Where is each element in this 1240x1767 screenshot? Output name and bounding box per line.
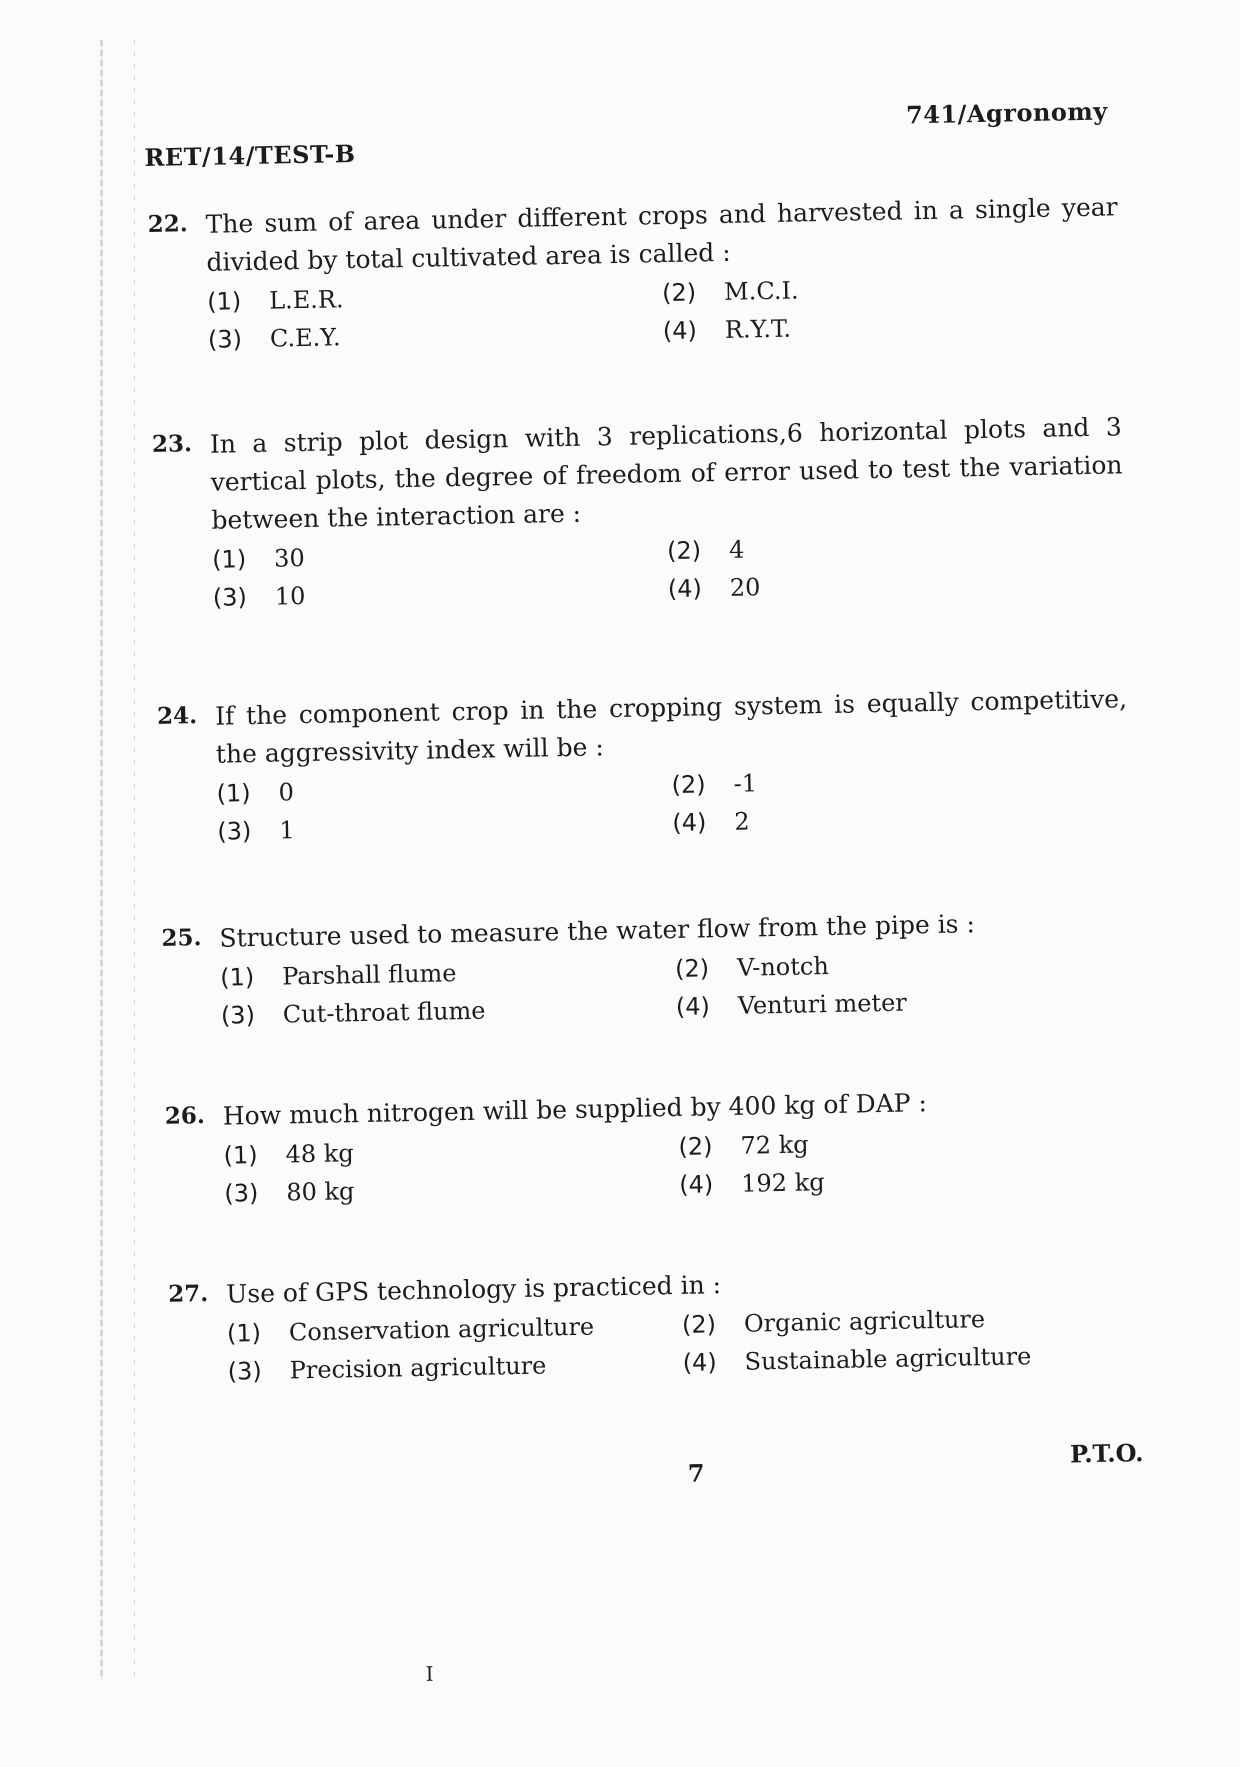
option-4[interactable] — [668, 566, 1123, 603]
option-number: (4) — [672, 808, 707, 837]
option-text: Cut-throat flume — [282, 996, 486, 1029]
option-number: (1) — [206, 287, 242, 316]
question-text: Structure used to measure the water flow from the pipe is : — [219, 909, 976, 953]
option-1[interactable] — [207, 279, 662, 316]
option-text: 4 — [728, 535, 745, 564]
option-number: (2) — [674, 954, 710, 983]
option-2[interactable] — [675, 946, 1130, 983]
option-text: L.E.R. — [268, 285, 344, 315]
option-text: 30 — [273, 544, 305, 573]
option-4[interactable] — [672, 800, 1127, 837]
option-text: V-notch — [736, 952, 830, 982]
option-number: (3) — [224, 1179, 259, 1208]
question-text: If the component crop in the cropping system is equally competitive, the aggressivity index will be : — [214, 684, 1128, 769]
option-number: (4) — [675, 992, 711, 1021]
option-text: Sustainable agriculture — [744, 1342, 1032, 1376]
option-text: Precision agriculture — [289, 1351, 547, 1385]
option-text: Conservation agriculture — [288, 1312, 595, 1347]
option-list — [216, 762, 1129, 845]
stray-mark: I — [425, 1661, 434, 1686]
option-text: Venturi meter — [737, 988, 908, 1020]
option-1[interactable] — [223, 1133, 678, 1170]
question-text: The sum of area under different crops and harvested in a single year divided by total cultivated area is called : — [205, 192, 1118, 277]
question-number: 22. — [147, 210, 188, 238]
option-number: (4) — [667, 574, 703, 604]
option-list — [227, 1302, 1140, 1385]
option-number: (4) — [682, 1348, 717, 1377]
option-text: 2 — [734, 807, 750, 836]
option-text: M.C.I. — [723, 276, 799, 306]
option-2[interactable] — [682, 1302, 1137, 1339]
option-3[interactable] — [221, 993, 676, 1030]
option-number: (3) — [207, 325, 243, 354]
option-list — [220, 946, 1133, 1029]
option-text: 80 kg — [286, 1177, 355, 1207]
question-number: 23. — [151, 430, 193, 458]
option-number: (4) — [662, 316, 698, 346]
question-23 — [152, 408, 1125, 613]
option-number: (3) — [227, 1356, 263, 1386]
question-number: 27. — [167, 1279, 209, 1308]
option-1[interactable] — [216, 771, 671, 808]
option-number: (1) — [219, 963, 255, 992]
option-3[interactable] — [217, 809, 672, 846]
option-list — [207, 270, 1120, 353]
option-text: 0 — [278, 778, 295, 807]
option-text: Parshall flume — [281, 959, 457, 991]
question-number: 25. — [161, 924, 202, 952]
option-text: -1 — [733, 769, 758, 798]
question-number: 26. — [164, 1102, 206, 1130]
option-4[interactable] — [679, 1162, 1134, 1199]
option-3[interactable] — [213, 575, 668, 612]
option-number: (3) — [217, 817, 252, 846]
option-4[interactable] — [663, 308, 1118, 345]
option-number: (2) — [666, 536, 702, 566]
option-text: 20 — [729, 573, 761, 602]
subject-code: 741/Agronomy — [905, 96, 1108, 130]
option-text: Organic agriculture — [743, 1305, 986, 1338]
option-1[interactable] — [220, 955, 675, 992]
option-number: (2) — [671, 770, 706, 799]
option-list — [212, 528, 1125, 611]
option-2[interactable] — [671, 762, 1126, 799]
question-25 — [161, 902, 1133, 1031]
page-number: 7 — [687, 1458, 705, 1488]
option-3[interactable] — [208, 317, 663, 354]
option-text: C.E.Y. — [269, 323, 341, 353]
option-number: (2) — [661, 278, 697, 308]
question-text: Use of GPS technology is practiced in : — [225, 1270, 722, 1309]
question-text: In a strip plot design with 3 replications,6 horizontal plots and 3 vertical plots, the degree of freedom of error used to test the variation between the interaction are : — [209, 412, 1123, 535]
option-number: (2) — [681, 1310, 717, 1339]
option-number: (1) — [226, 1318, 262, 1348]
option-text: R.Y.T. — [724, 314, 792, 344]
question-number: 24. — [156, 702, 198, 730]
option-4[interactable] — [676, 984, 1131, 1021]
option-1[interactable] — [227, 1311, 682, 1348]
option-number: (2) — [678, 1132, 713, 1161]
option-text: 72 kg — [740, 1130, 809, 1160]
option-4[interactable] — [682, 1340, 1137, 1377]
option-number: (1) — [211, 545, 247, 574]
option-number: (3) — [212, 583, 248, 612]
option-number: (1) — [216, 779, 251, 808]
paper-code: RET/14/TEST-B — [144, 138, 356, 172]
option-number: (3) — [220, 1001, 256, 1030]
option-text: 10 — [274, 581, 306, 611]
option-text: 1 — [279, 816, 295, 845]
option-number: (4) — [678, 1170, 714, 1199]
option-list — [223, 1124, 1136, 1207]
option-2[interactable] — [667, 528, 1122, 565]
option-2[interactable] — [678, 1124, 1133, 1161]
option-3[interactable] — [224, 1171, 679, 1208]
option-3[interactable] — [227, 1349, 682, 1386]
option-2[interactable] — [662, 270, 1117, 307]
option-1[interactable] — [212, 537, 667, 574]
please-turn-over: P.T.O. — [1069, 1438, 1144, 1469]
question-24 — [157, 680, 1130, 847]
option-text: 48 kg — [285, 1139, 354, 1169]
question-text: How much nitrogen will be supplied by 400 kg of DAP : — [222, 1088, 928, 1131]
question-26 — [165, 1080, 1137, 1209]
question-27 — [168, 1258, 1140, 1387]
option-text: 192 kg — [740, 1168, 825, 1198]
question-22 — [147, 188, 1120, 355]
option-number: (1) — [223, 1141, 258, 1170]
